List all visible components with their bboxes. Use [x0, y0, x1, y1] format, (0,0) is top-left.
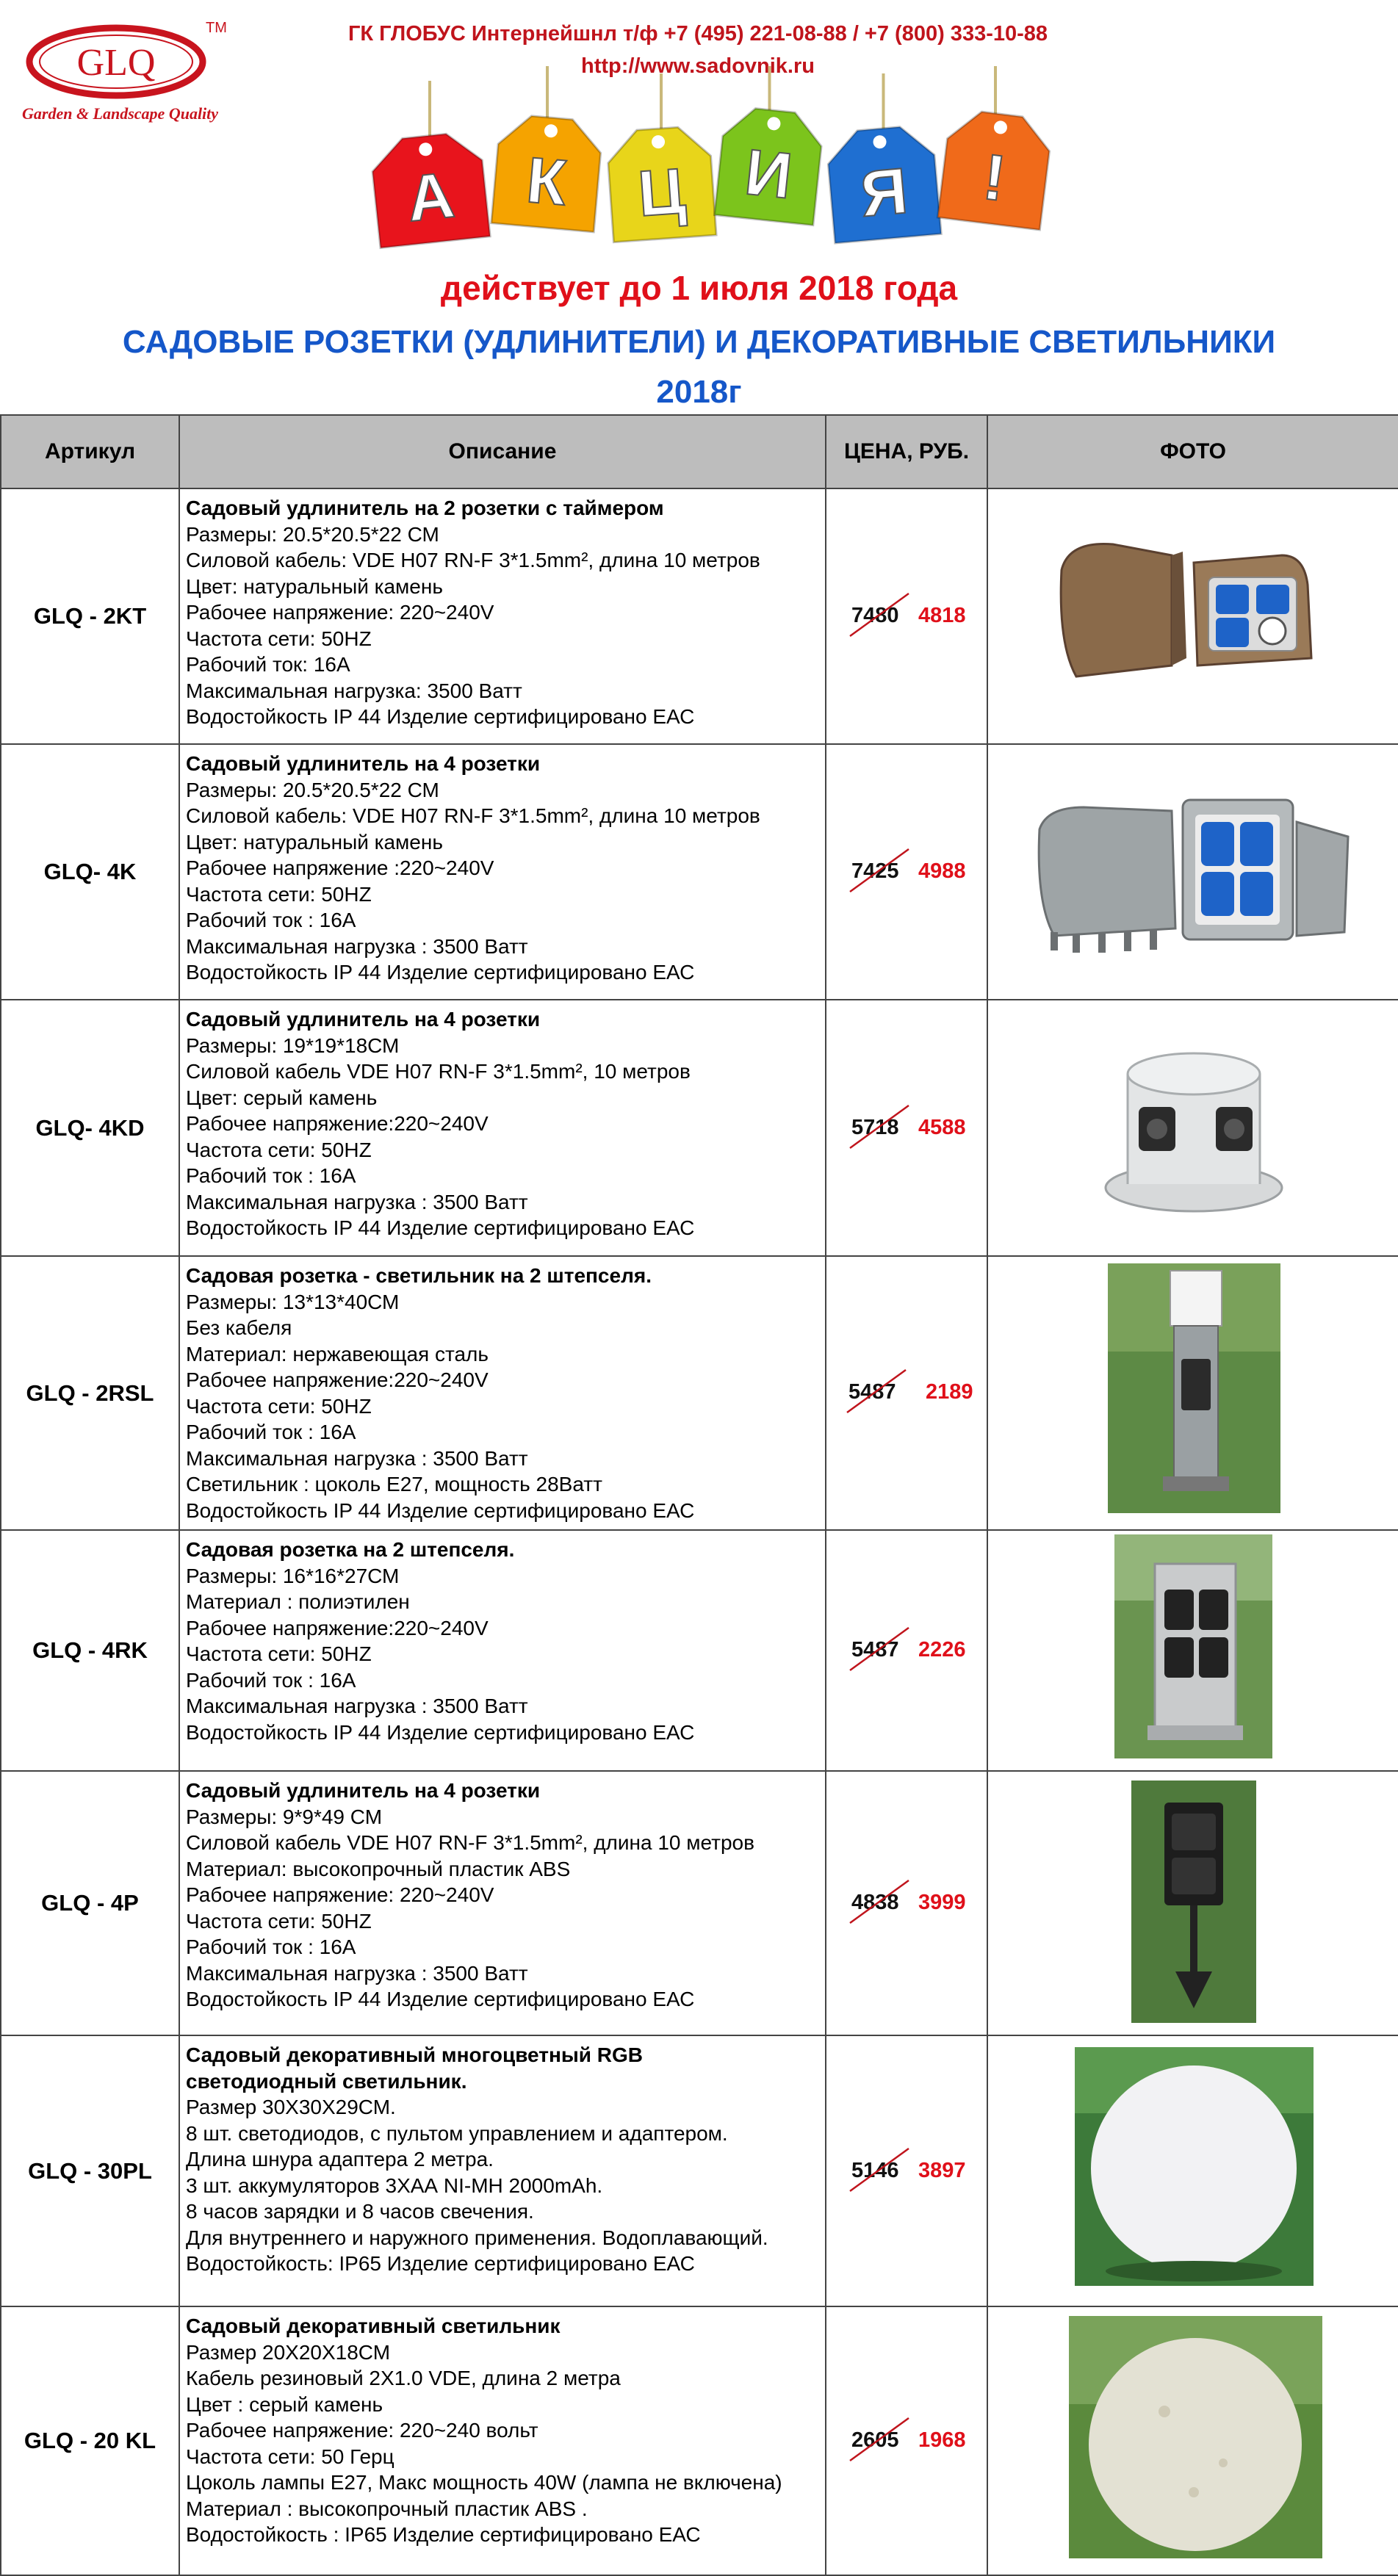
product-title: Садовый удлинитель на 4 розетки [186, 1008, 541, 1031]
grey-stone-box-icon [988, 745, 1398, 999]
spec-line: Материал: высокопрочный пластик ABS [186, 1857, 571, 1880]
new-price: 2226 [918, 1638, 966, 1662]
spec-line: Размеры: 20.5*20.5*22 СМ [186, 522, 439, 546]
promo-tag-letter: К [523, 142, 570, 220]
photo-cell [987, 1000, 1398, 1256]
description-cell [179, 1530, 826, 1771]
stone-sphere-lamp-icon [988, 2307, 1398, 2575]
spec-line: Рабочее напряжение:220~240V [186, 1616, 489, 1639]
spec-line: Силовой кабель: VDE H07 RN-F 3*1.5mm², длина 10 метров [186, 549, 760, 571]
page-title-line1: САДОВЫЕ РОЗЕТКИ (УДЛИНИТЕЛИ) И ДЕКОРАТИВНЫЕ СВЕТИЛЬНИКИ [122, 324, 1276, 360]
spec-line: Размер 30X30X29СМ. [186, 2096, 396, 2118]
column-header-photo: ФОТО [987, 415, 1398, 488]
description-cell [179, 744, 826, 1000]
table-row [1, 1771, 1398, 2035]
spec-line: Рабочее напряжение :220~240V [186, 856, 494, 879]
spec-line: 8 часов зарядки и 8 часов свечения. [186, 2200, 534, 2223]
article-cell: GLQ- 4KD [1, 1000, 179, 1256]
website-link[interactable]: http://www.sadovnik.ru [581, 54, 815, 78]
spec-line: Рабочий ток: 16А [186, 653, 350, 676]
spec-line: Цвет: серый камень [186, 1086, 378, 1109]
price-cell [826, 1256, 987, 1530]
spec-line: Рабочий ток : 16А [186, 1668, 356, 1692]
old-price: 7425 [851, 859, 899, 883]
promo-tag-letter: Ц [635, 154, 688, 231]
promo-tag-letter: Я [857, 154, 911, 231]
spec-line: Материал: нержавеющая сталь [186, 1342, 489, 1365]
promo-tags [345, 66, 1065, 264]
spec-line: Без кабеля [186, 1316, 292, 1339]
article-cell: GLQ - 4RK [1, 1530, 179, 1771]
black-spike-socket-icon [988, 1772, 1398, 2035]
spec-line: Кабель резиновый 2X1.0 VDE, длина 2 метра [186, 2367, 621, 2389]
spec-line: Водостойкость IP 44 Изделие сертифицировано ЕАС [186, 1216, 695, 1239]
spec-line: Силовой кабель: VDE H07 RN-F 3*1.5mm², длина 10 метров [186, 804, 760, 827]
spec-line: Рабочий ток : 16А [186, 1421, 356, 1443]
spec-line: Водостойкость IP 44 Изделие сертифицировано ЕАС [186, 1498, 695, 1522]
spec-line: Размеры: 20.5*20.5*22 СМ [186, 778, 439, 801]
promo-tag [826, 124, 942, 243]
new-price: 4988 [918, 859, 966, 883]
description-cell [179, 488, 826, 744]
spec-line: Рабочий ток : 16А [186, 1935, 356, 1958]
old-price: 4838 [851, 1891, 899, 1914]
spec-line: Цвет: натуральный камень [186, 574, 443, 598]
new-price: 1968 [918, 2428, 966, 2452]
spec-line: Максимальная нагрузка : 3500 Ватт [186, 1961, 528, 1985]
description-cell [179, 2306, 826, 2575]
price-cell [826, 2035, 987, 2306]
logo-tagline: Garden & Landscape Quality [22, 104, 219, 123]
strikethrough-mark [847, 591, 913, 642]
article-cell: GLQ - 30PL [1, 2035, 179, 2306]
promo-tag [937, 108, 1053, 230]
spec-line: Размер 20X20X18СМ [186, 2340, 391, 2364]
strikethrough-mark [847, 1625, 913, 1676]
page-header [0, 0, 1398, 414]
product-title: Садовый удлинитель на 4 розетки [186, 752, 541, 775]
photo-cell [987, 2306, 1398, 2575]
spec-line: Силовой кабель VDE H07 RN-F 3*1.5mm², длина 10 метров [186, 1831, 755, 1854]
spec-line: Водостойкость : IP65 Изделие сертифицировано ЕАС [186, 2523, 701, 2546]
photo-cell [987, 1771, 1398, 2035]
promo-tag [606, 125, 716, 242]
price-cell [826, 488, 987, 744]
spec-line: Водостойкость: IP65 Изделие сертифицировано ЕАС [186, 2252, 695, 2275]
photo-cell [987, 744, 1398, 1000]
photo-cell [987, 2035, 1398, 2306]
spec-line: Частота сети: 50HZ [186, 1394, 372, 1418]
product-title: Садовый удлинитель на 2 розетки с таймером [186, 497, 664, 519]
table-header-row [1, 415, 1398, 488]
product-title: Садовый удлинитель на 4 розетки [186, 1779, 541, 1802]
stone-pillar-socket-icon [988, 1531, 1398, 1770]
old-price: 5718 [851, 1115, 899, 1139]
promo-tag-letter: И [741, 134, 796, 212]
page-title-line2: 2018г [656, 374, 742, 410]
promo-tag [491, 113, 604, 232]
price-table [0, 414, 1398, 2576]
spec-line: Частота сети: 50HZ [186, 1642, 372, 1665]
strikethrough-mark [844, 1367, 910, 1418]
column-header-price: ЦЕНА, РУБ. [826, 415, 987, 488]
spec-line: Размеры: 9*9*49 СМ [186, 1805, 383, 1828]
spec-line: Рабочее напряжение:220~240V [186, 1368, 489, 1391]
logo-tm: TM [206, 20, 227, 36]
new-price: 4588 [918, 1115, 966, 1139]
table-row [1, 2035, 1398, 2306]
description-cell [179, 1000, 826, 1256]
spec-line: Светильник : цоколь Е27, мощность 28Ватт [186, 1473, 602, 1496]
product-title: Садовый декоративный светильник [186, 2315, 561, 2337]
spec-line: Рабочее напряжение: 220~240 вольт [186, 2419, 538, 2442]
page-title [29, 317, 1369, 417]
spec-line: Максимальная нагрузка : 3500 Ватт [186, 1190, 528, 1213]
article-cell: GLQ- 4K [1, 744, 179, 1000]
spec-line: Размеры: 13*13*40СМ [186, 1290, 400, 1313]
spec-line: Рабочее напряжение: 220~240V [186, 601, 494, 624]
article-cell: GLQ - 4P [1, 1771, 179, 2035]
description-cell [179, 1771, 826, 2035]
spec-line: Размеры: 16*16*27СМ [186, 1564, 400, 1587]
spec-line: Максимальная нагрузка : 3500 Ватт [186, 1446, 528, 1470]
product-title: Садовый декоративный многоцветный RGB [186, 2043, 643, 2066]
table-row [1, 1256, 1398, 1530]
spec-line: 3 шт. аккумуляторов 3ХАА NI-MH 2000mAh. [186, 2173, 603, 2197]
article-cell: GLQ - 2RSL [1, 1256, 179, 1530]
description-cell [179, 1256, 826, 1530]
glq-logo [21, 16, 270, 126]
photo-cell [987, 1530, 1398, 1771]
old-price: 7480 [851, 604, 899, 627]
rock-box-open-icon [988, 489, 1398, 743]
column-header-description: Описание [179, 415, 826, 488]
company-line: ГК ГЛОБУС Интернейшнл т/ф +7 (495) 221-08-88 / +7 (800) 333-10-88 [347, 22, 1048, 46]
spec-line: Максимальная нагрузка : 3500 Ватт [186, 934, 528, 958]
spec-line: Силовой кабель VDE H07 RN-F 3*1.5mm², 10 метров [186, 1060, 691, 1083]
column-header-article: Артикул [1, 415, 179, 488]
white-globe-lamp-icon [988, 2036, 1398, 2306]
spec-line: 8 шт. светодиодов, с пультом управлением и адаптером. [186, 2121, 728, 2145]
table-row [1, 1000, 1398, 1256]
spec-line: Водостойкость IP 44 Изделие сертифицировано ЕАС [186, 961, 695, 984]
spec-line: Рабочий ток : 16А [186, 1164, 356, 1187]
spec-line: Цвет : серый камень [186, 2392, 383, 2416]
spec-line: Размеры: 19*19*18СМ [186, 1033, 400, 1057]
spec-line: Длина шнура адаптера 2 метра. [186, 2148, 494, 2171]
description-cell [179, 2035, 826, 2306]
spec-line: Максимальная нагрузка : 3500 Ватт [186, 1695, 528, 1717]
new-price: 3897 [918, 2158, 966, 2182]
spec-line: Частота сети: 50HZ [186, 627, 372, 650]
strikethrough-mark [847, 1877, 913, 1929]
spec-line: Цоколь лампы Е27, Макс мощность 40W (лампа не включена) [186, 2471, 782, 2494]
spec-line: Материал : полиэтилен [186, 1590, 410, 1613]
spec-line: Материал : высокопрочный пластик ABS . [186, 2497, 588, 2520]
promo-tag [715, 105, 825, 225]
spec-line: Рабочее напряжение: 220~240V [186, 1883, 494, 1906]
photo-cell [987, 1256, 1398, 1530]
strikethrough-mark [847, 2146, 913, 2197]
table-row [1, 744, 1398, 1000]
table-row [1, 488, 1398, 744]
product-title-cont: светодиодный светильник. [186, 2069, 467, 2093]
spec-line: Водостойкость IP 44 Изделие сертифицировано ЕАС [186, 1720, 695, 1744]
spec-line: Частота сети: 50 Герц [186, 2445, 394, 2468]
table-row [1, 1530, 1398, 1771]
promo-tag-letter: А [403, 157, 458, 236]
new-price: 3999 [918, 1891, 966, 1914]
spec-line: Рабочий ток : 16А [186, 909, 356, 931]
article-cell: GLQ - 20 KL [1, 2306, 179, 2575]
spec-line: Водостойкость IP 44 Изделие сертифицировано ЕАС [186, 1988, 695, 2010]
product-title: Садовая розетка - светильник на 2 штепселя. [186, 1264, 652, 1287]
old-price: 5487 [851, 1638, 899, 1662]
product-title: Садовая розетка на 2 штепселя. [186, 1538, 515, 1561]
promo-valid-until: действует до 1 июля 2018 года [440, 269, 958, 307]
table-row [1, 2306, 1398, 2575]
spec-line: Для внутреннего и наружного применения. Водоплавающий. [186, 2226, 768, 2249]
logo-text: GLQ [76, 42, 156, 84]
spec-line: Частота сети: 50HZ [186, 1909, 372, 1933]
old-price: 5487 [848, 1380, 896, 1404]
steel-post-lamp-icon [988, 1258, 1398, 1529]
promo-tag [370, 131, 490, 248]
price-cell [826, 744, 987, 1000]
old-price: 5146 [851, 2158, 899, 2182]
price-cell [826, 1771, 987, 2035]
price-cell [826, 1530, 987, 1771]
strikethrough-mark [847, 2415, 913, 2467]
new-price: 2189 [926, 1380, 973, 1404]
new-price: 4818 [918, 604, 966, 627]
article-cell: GLQ - 2KT [1, 488, 179, 744]
price-cell [826, 1000, 987, 1256]
photo-cell [987, 488, 1398, 744]
spec-line: Рабочее напряжение:220~240V [186, 1112, 489, 1135]
strikethrough-mark [847, 846, 913, 898]
spec-line: Цвет: натуральный камень [186, 830, 443, 854]
spec-line: Максимальная нагрузка: 3500 Ватт [186, 679, 522, 702]
spec-line: Водостойкость IP 44 Изделие сертифицировано ЕАС [186, 705, 695, 728]
price-cell [826, 2306, 987, 2575]
spec-line: Частота сети: 50HZ [186, 882, 372, 906]
old-price: 2605 [851, 2428, 899, 2452]
promo-tag-letter: ! [979, 140, 1010, 215]
strikethrough-mark [847, 1103, 913, 1154]
spec-line: Частота сети: 50HZ [186, 1138, 372, 1161]
round-stone-socket-icon [988, 1000, 1398, 1255]
